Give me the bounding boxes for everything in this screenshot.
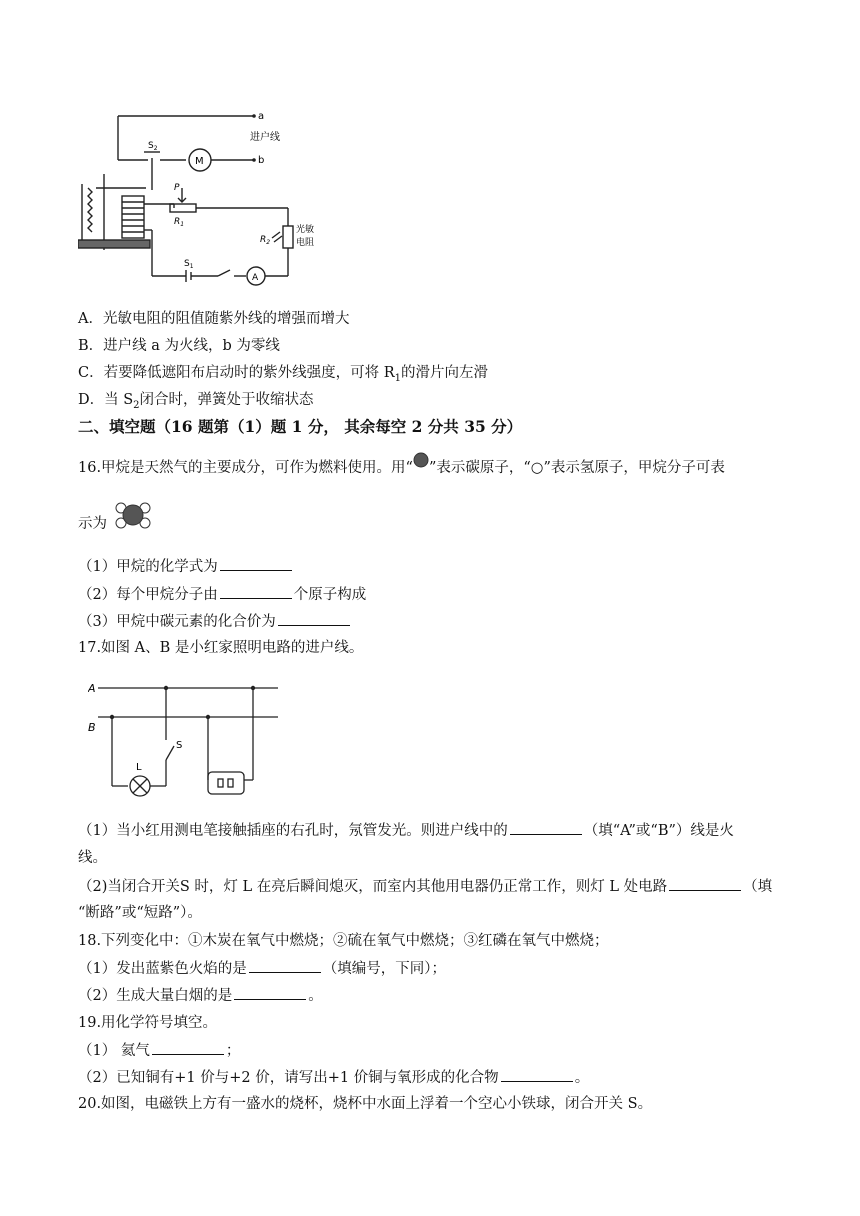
answer-blank[interactable]: [278, 611, 350, 626]
relay-label-a: a: [258, 111, 265, 122]
q18-part1: （1）发出蓝紫色火焰的是 （填编号，下同）；: [78, 958, 446, 979]
q18-stem: 18.下列变化中：①木炭在氧气中燃烧；②硫在氧气中燃烧；③红磷在氧气中燃烧；: [78, 933, 609, 949]
relay-label-s1: $S_1$: [184, 259, 194, 270]
q16-stem-end: 示为: [78, 516, 107, 532]
q15-option-b: B．进户线 a 为火线，b 为零线: [78, 338, 280, 354]
q19-stem: 19.用化学符号填空。: [78, 1015, 218, 1031]
q16-part2: （2）每个甲烷分子由 个原子构成: [78, 584, 366, 605]
q19-part2: （2）已知铜有+1 价与+2 价，请写出+1 价铜与氧形成的化合物 。: [78, 1067, 589, 1088]
answer-blank[interactable]: [220, 556, 292, 571]
q18-part2: （2）生成大量白烟的是 。: [78, 985, 323, 1006]
carbon-atom-icon: [413, 452, 429, 468]
lamp-label-l: L: [136, 762, 142, 773]
q17-part1-end: 线。: [78, 850, 107, 866]
relay-label-guangmin1: 光敏: [296, 225, 315, 235]
q15-option-a: A．光敏电阻的阻值随紫外线的增强而增大: [78, 311, 350, 327]
q20-stem: 20.如图，电磁铁上方有一盛水的烧杯，烧杯中水面上浮着一个空心小铁球，闭合开关 S。: [78, 1096, 653, 1112]
line-label-a: A: [88, 682, 96, 695]
switch-label-s: S: [176, 740, 183, 751]
answer-blank[interactable]: [501, 1067, 573, 1082]
relay-label-ammeter: A: [252, 273, 259, 283]
answer-blank[interactable]: [249, 958, 321, 973]
relay-label-p: P: [174, 183, 180, 193]
q19-part1: （1） 氦气 ；: [78, 1040, 240, 1061]
relay-label-r1: $R_1$: [174, 217, 185, 228]
relay-label-s2: $S_2$: [148, 141, 158, 152]
q17-stem: 17.如图 A、B 是小红家照明电路的进户线。: [78, 640, 364, 656]
section-title: 二、填空题（16 题第（1）题 1 分， 其余每空 2 分共 35 分）: [78, 417, 523, 436]
q16-part3: （3）甲烷中碳元素的化合价为: [78, 611, 352, 632]
q17-part1: （1）当小红用测电笔接触插座的右孔时，氖管发光。则进户线中的 （填“A”或“B”）线是火: [78, 820, 734, 841]
methane-molecule-icon: [110, 498, 156, 532]
q17-part2-end: “断路”或“短路”）。: [78, 905, 202, 921]
q16-stem: 16.甲烷是天然气的主要成分，可作为燃料使用。用“ ”表示碳原子，“○”表示氢原子，甲烷分子可表: [78, 458, 725, 478]
q16-part1: （1）甲烷的化学式为: [78, 556, 294, 577]
q15-option-c: C．若要降低遮阳布启动时的紫外线强度，可将 $R_1$的滑片向左滑: [78, 365, 488, 384]
answer-blank[interactable]: [510, 820, 582, 835]
answer-blank[interactable]: [220, 584, 292, 599]
relay-label-jinhuxian: 进户线: [250, 132, 280, 143]
answer-blank[interactable]: [234, 985, 306, 1000]
relay-label-guangmin2: 电阻: [296, 238, 315, 248]
q17-part2: （2)当闭合开关S 时，灯 L 在亮后瞬间熄灭，而室内其他用电器仍正常工作，则灯 L 处电路 （填: [78, 876, 772, 897]
relay-label-m: M: [195, 156, 204, 167]
relay-label-b: b: [258, 155, 265, 166]
lighting-circuit-diagram: [88, 676, 298, 806]
relay-circuit-diagram: [78, 100, 318, 300]
line-label-b: B: [88, 721, 96, 734]
relay-label-r2: $R_2$: [260, 235, 271, 246]
q15-option-d: D．当 $S_2$闭合时，弹簧处于收缩状态: [78, 392, 314, 411]
answer-blank[interactable]: [152, 1040, 224, 1055]
answer-blank[interactable]: [669, 876, 741, 891]
